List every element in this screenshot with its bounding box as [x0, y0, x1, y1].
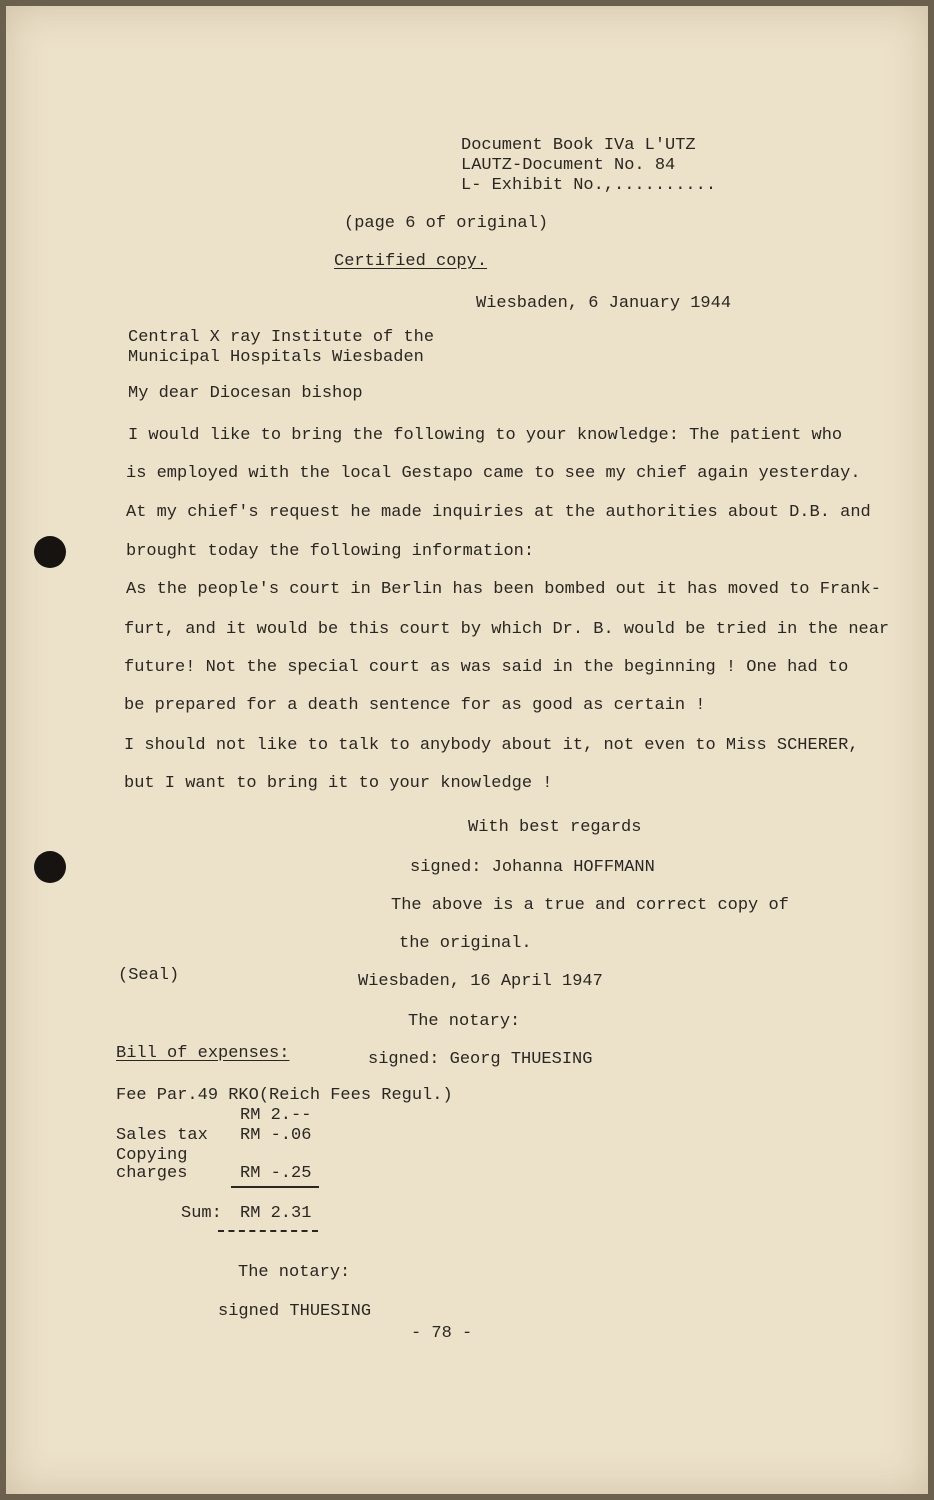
- body-line: As the people's court in Berlin has been bombed out it has moved to Frank-: [126, 580, 881, 599]
- seal-label: (Seal): [118, 966, 180, 985]
- sender-line-2: Municipal Hospitals Wiesbaden: [128, 348, 424, 367]
- header-line-3: L- Exhibit No.,..........: [461, 176, 717, 195]
- bill-notary-label: The notary:: [238, 1263, 351, 1282]
- body-line: furt, and it would be this court by which Dr. B. would be tried in the near: [124, 620, 890, 639]
- sum-label: Sum:: [181, 1204, 222, 1223]
- closing-regards: With best regards: [468, 818, 642, 837]
- certified-copy-heading: Certified copy.: [334, 252, 488, 271]
- document-page: [6, 6, 928, 1494]
- closing-signature: signed: Johanna HOFFMANN: [410, 858, 655, 877]
- charges-label: charges: [116, 1164, 188, 1183]
- body-line: I would like to bring the following to your knowledge: The patient who: [128, 426, 843, 445]
- notary-label: The notary:: [408, 1012, 521, 1031]
- body-line: is employed with the local Gestapo came to see my chief again yesterday.: [126, 464, 861, 483]
- page-note: (page 6 of original): [344, 214, 549, 233]
- certification-line-1: The above is a true and correct copy of: [391, 896, 789, 915]
- body-line: At my chief's request he made inquiries at the authorities about D.B. and: [126, 503, 871, 522]
- sum-dashed-rule: [218, 1230, 318, 1232]
- certification-date: Wiesbaden, 16 April 1947: [358, 972, 603, 991]
- certification-line-2: the original.: [399, 934, 532, 953]
- punch-hole: [34, 851, 66, 883]
- copying-label: Copying: [116, 1146, 188, 1165]
- bill-notary-signature: signed THUESING: [218, 1302, 372, 1321]
- dateline: Wiesbaden, 6 January 1944: [476, 294, 732, 313]
- page-number: - 78 -: [411, 1324, 473, 1343]
- bill-title: Bill of expenses:: [116, 1044, 290, 1063]
- notary-signature: signed: Georg THUESING: [368, 1050, 593, 1069]
- header-line-2: LAUTZ-Document No. 84: [461, 156, 676, 175]
- fee-amount: RM 2.--: [240, 1106, 312, 1125]
- salutation: My dear Diocesan bishop: [128, 384, 363, 403]
- punch-hole: [34, 536, 66, 568]
- body-line: be prepared for a death sentence for as good as certain !: [124, 696, 706, 715]
- copying-amount: RM -.25: [240, 1164, 312, 1183]
- sum-rule: [231, 1186, 319, 1188]
- body-line: future! Not the special court as was said in the beginning ! One had to: [124, 658, 849, 677]
- fee-line: Fee Par.49 RKO(Reich Fees Regul.): [116, 1086, 453, 1105]
- sender-line-1: Central X ray Institute of the: [128, 328, 435, 347]
- body-line: brought today the following information:: [126, 542, 535, 561]
- sum-amount: RM 2.31: [240, 1204, 312, 1223]
- body-line: but I want to bring it to your knowledge !: [124, 774, 553, 793]
- sales-tax-label: Sales tax: [116, 1126, 208, 1145]
- header-line-1: Document Book IVa L'UTZ: [461, 136, 696, 155]
- body-line: I should not like to talk to anybody about it, not even to Miss SCHERER,: [124, 736, 859, 755]
- sales-tax-amount: RM -.06: [240, 1126, 312, 1145]
